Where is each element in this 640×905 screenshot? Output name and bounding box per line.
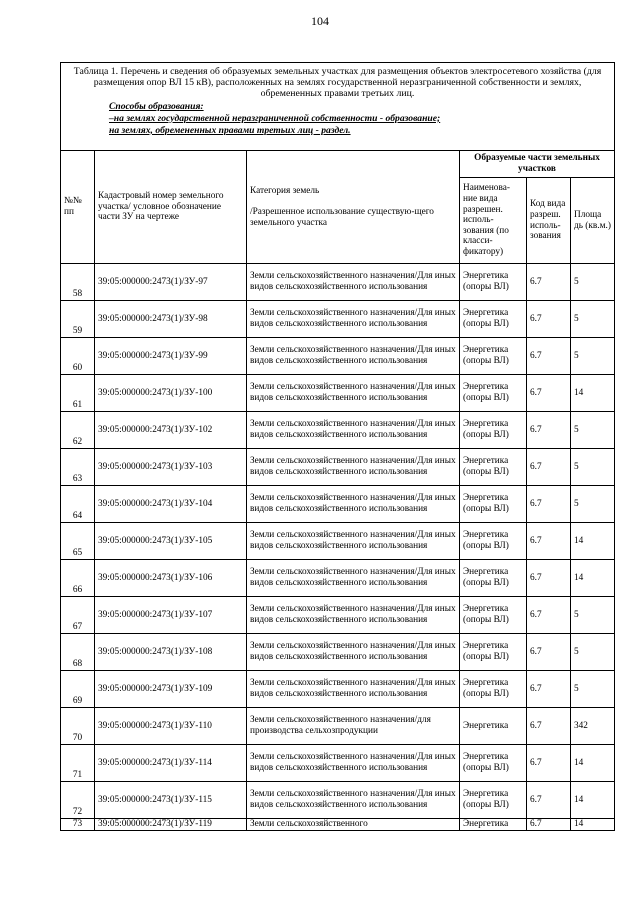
usage-name: Энергетика (опоры ВЛ) [460, 412, 527, 449]
usage-name: Энергетика [460, 708, 527, 745]
table-row [61, 375, 615, 412]
usage-name: Энергетика (опоры ВЛ) [460, 449, 527, 486]
header-usage-code: Код вида разреш. исполь-зования [527, 178, 571, 264]
cadastral-number: 39:05:000000:2473(1)/ЗУ-97 [95, 264, 247, 301]
table-row [61, 671, 615, 708]
plot-area: 14 [571, 782, 615, 819]
land-category: Земли сельскохозяйственного назначения/Для иных видов сельскохозяйственного использования [247, 301, 460, 338]
plot-area: 342 [571, 708, 615, 745]
row-number: 62 [61, 412, 95, 449]
plot-area: 5 [571, 597, 615, 634]
usage-code: 6.7 [527, 486, 571, 523]
usage-code: 6.7 [527, 634, 571, 671]
table-row [61, 745, 615, 782]
row-number: 68 [61, 634, 95, 671]
cadastral-number: 39:05:000000:2473(1)/ЗУ-114 [95, 745, 247, 782]
cadastral-number: 39:05:000000:2473(1)/ЗУ-107 [95, 597, 247, 634]
usage-name: Энергетика (опоры ВЛ) [460, 597, 527, 634]
cadastral-number: 39:05:000000:2473(1)/ЗУ-108 [95, 634, 247, 671]
plot-area: 5 [571, 412, 615, 449]
usage-name: Энергетика (опоры ВЛ) [460, 338, 527, 375]
usage-code: 6.7 [527, 819, 571, 831]
plot-area: 14 [571, 523, 615, 560]
usage-name: Энергетика (опоры ВЛ) [460, 301, 527, 338]
table-row [61, 819, 615, 831]
land-category: Земли сельскохозяйственного назначения/Для иных видов сельскохозяйственного использования [247, 449, 460, 486]
land-category: Земли сельскохозяйственного назначения/Для иных видов сельскохозяйственного использования [247, 560, 460, 597]
usage-name: Энергетика (опоры ВЛ) [460, 264, 527, 301]
table-row [61, 560, 615, 597]
land-category: Земли сельскохозяйственного назначения/Для иных видов сельскохозяйственного использования [247, 486, 460, 523]
table-row [61, 782, 615, 819]
usage-code: 6.7 [527, 745, 571, 782]
row-number: 65 [61, 523, 95, 560]
land-category: Земли сельскохозяйственного назначения/Для иных видов сельскохозяйственного использования [247, 523, 460, 560]
table-row [61, 449, 615, 486]
header-category: Категория земель /Разрешенное использование существую-щего земельного участка [247, 151, 460, 264]
usage-name: Энергетика (опоры ВЛ) [460, 671, 527, 708]
land-category: Земли сельскохозяйственного назначения/Для иных видов сельскохозяйственного использования [247, 412, 460, 449]
method-2: на землях, обремененных правами третьих лиц - раздел. [109, 124, 351, 136]
table-caption [61, 63, 615, 151]
usage-name: Энергетика (опоры ВЛ) [460, 560, 527, 597]
table-row [61, 523, 615, 560]
row-number: 58 [61, 264, 95, 301]
land-category: Земли сельскохозяйственного назначения/Для иных видов сельскохозяйственного использования [247, 597, 460, 634]
usage-code: 6.7 [527, 338, 571, 375]
usage-code: 6.7 [527, 523, 571, 560]
row-number: 70 [61, 708, 95, 745]
method-1: –на землях государственной неразграниченной собственности - образование; [109, 112, 441, 124]
land-category: Земли сельскохозяйственного назначения/Для иных видов сельскохозяйственного использования [247, 338, 460, 375]
row-number: 64 [61, 486, 95, 523]
table-row [61, 486, 615, 523]
header-row-1 [61, 151, 615, 178]
plot-area: 14 [571, 560, 615, 597]
row-number: 71 [61, 745, 95, 782]
page-number: 104 [311, 14, 329, 28]
usage-code: 6.7 [527, 560, 571, 597]
caption-row [61, 63, 615, 151]
usage-code: 6.7 [527, 375, 571, 412]
cadastral-number: 39:05:000000:2473(1)/ЗУ-115 [95, 782, 247, 819]
cadastral-number: 39:05:000000:2473(1)/ЗУ-109 [95, 671, 247, 708]
table-row [61, 301, 615, 338]
usage-name: Энергетика (опоры ВЛ) [460, 782, 527, 819]
land-category: Земли сельскохозяйственного назначения/Для иных видов сельскохозяйственного использования [247, 264, 460, 301]
cadastral-number: 39:05:000000:2473(1)/ЗУ-119 [95, 819, 247, 831]
table-row [61, 708, 615, 745]
plot-area: 5 [571, 671, 615, 708]
land-plots-table [60, 62, 615, 831]
usage-name: Энергетика [460, 819, 527, 831]
land-category: Земли сельскохозяйственного назначения/Для иных видов сельскохозяйственного использования [247, 782, 460, 819]
methods-heading: Способы образования: [109, 100, 204, 112]
table-row [61, 412, 615, 449]
cadastral-number: 39:05:000000:2473(1)/ЗУ-102 [95, 412, 247, 449]
row-number: 66 [61, 560, 95, 597]
cadastral-number: 39:05:000000:2473(1)/ЗУ-100 [95, 375, 247, 412]
usage-name: Энергетика (опоры ВЛ) [460, 375, 527, 412]
usage-name: Энергетика (опоры ВЛ) [460, 745, 527, 782]
plot-area: 14 [571, 819, 615, 831]
plot-area: 5 [571, 486, 615, 523]
usage-code: 6.7 [527, 264, 571, 301]
land-category: Земли сельскохозяйственного [247, 819, 460, 831]
usage-name: Энергетика (опоры ВЛ) [460, 523, 527, 560]
land-category: Земли сельскохозяйственного назначения/Для иных видов сельскохозяйственного использования [247, 634, 460, 671]
table-row [61, 634, 615, 671]
usage-code: 6.7 [527, 671, 571, 708]
usage-code: 6.7 [527, 301, 571, 338]
header-area: Площа дь (кв.м.) [571, 178, 615, 264]
plot-area: 5 [571, 301, 615, 338]
land-category: Земли сельскохозяйственного назначения/Для иных видов сельскохозяйственного использования [247, 375, 460, 412]
cadastral-number: 39:05:000000:2473(1)/ЗУ-105 [95, 523, 247, 560]
usage-code: 6.7 [527, 708, 571, 745]
plot-area: 5 [571, 634, 615, 671]
usage-code: 6.7 [527, 782, 571, 819]
header-usage-name: Наименова-ние вида разрешен. исполь-зования (по класси-фикатору) [460, 178, 527, 264]
usage-code: 6.7 [527, 412, 571, 449]
plot-area: 14 [571, 375, 615, 412]
row-number: 61 [61, 375, 95, 412]
row-number: 60 [61, 338, 95, 375]
land-category: Земли сельскохозяйственного назначения/Для иных видов сельскохозяйственного использования [247, 745, 460, 782]
cadastral-number: 39:05:000000:2473(1)/ЗУ-99 [95, 338, 247, 375]
row-number: 59 [61, 301, 95, 338]
land-category: Земли сельскохозяйственного назначения/для производства сельхозпродукции [247, 708, 460, 745]
header-num: №№ пп [61, 151, 95, 264]
land-category: Земли сельскохозяйственного назначения/Для иных видов сельскохозяйственного использования [247, 671, 460, 708]
cadastral-number: 39:05:000000:2473(1)/ЗУ-98 [95, 301, 247, 338]
plot-area: 14 [571, 745, 615, 782]
table-row [61, 264, 615, 301]
table-row [61, 338, 615, 375]
cadastral-number: 39:05:000000:2473(1)/ЗУ-106 [95, 560, 247, 597]
row-number: 63 [61, 449, 95, 486]
cadastral-number: 39:05:000000:2473(1)/ЗУ-104 [95, 486, 247, 523]
plot-area: 5 [571, 449, 615, 486]
row-number: 67 [61, 597, 95, 634]
header-cadastral: Кадастровый номер земельного участка/ условное обозначение части ЗУ на чертеже [95, 151, 247, 264]
row-number: 73 [61, 819, 95, 831]
usage-name: Энергетика (опоры ВЛ) [460, 486, 527, 523]
cadastral-number: 39:05:000000:2473(1)/ЗУ-103 [95, 449, 247, 486]
cadastral-number: 39:05:000000:2473(1)/ЗУ-110 [95, 708, 247, 745]
plot-area: 5 [571, 338, 615, 375]
plot-area: 5 [571, 264, 615, 301]
row-number: 72 [61, 782, 95, 819]
table-row [61, 597, 615, 634]
usage-name: Энергетика (опоры ВЛ) [460, 634, 527, 671]
header-group: Образуемые части земельных участков [460, 151, 615, 178]
usage-code: 6.7 [527, 449, 571, 486]
table-title: Таблица 1. Перечень и сведения об образуемых земельных участках для размещения объектов электросетевого хозяйства (для размещения опор ВЛ 15 кВ), расположенных на землях государственной неразграниченной собственности и землях, обремененных правами третьих лиц. [73, 66, 602, 100]
usage-code: 6.7 [527, 597, 571, 634]
row-number: 69 [61, 671, 95, 708]
